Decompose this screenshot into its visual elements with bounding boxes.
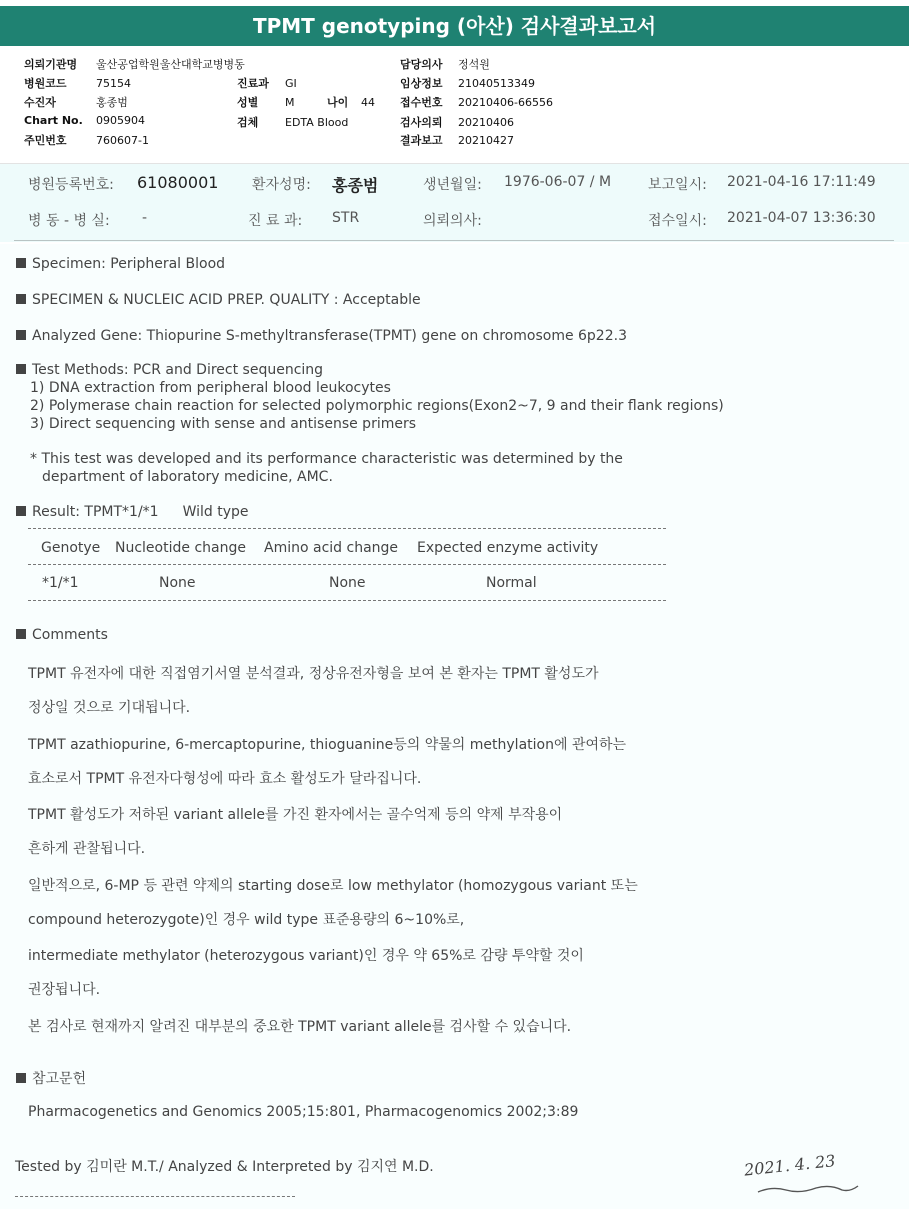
comment-line: 본 검사로 현재까지 알려진 대부분의 중요한 TPMT variant allele를 검사할 수 있습니다.: [28, 1019, 572, 1035]
table-rule: [28, 564, 666, 565]
resident-value: 760607-1: [96, 134, 149, 147]
comment-line: TPMT azathiopurine, 6-mercaptopurine, thioguanine등의 약물의 methylation에 관여하는: [28, 737, 627, 753]
age-label: 나이: [327, 96, 349, 109]
table-header: Amino acid change: [264, 540, 399, 556]
quality-section: [16, 292, 421, 308]
comment-line: TPMT 유전자에 대한 직접염기서열 분석결과, 정상유전자형을 보여 본 환자는 TPMT 활성도가: [28, 666, 599, 682]
bullet-square-icon: [16, 1073, 26, 1083]
report-dt-value: 2021-04-16 17:11:49: [727, 174, 876, 190]
method-step: 1) DNA extraction from peripheral blood leukocytes: [30, 380, 391, 396]
resident-label: 주민번호: [24, 134, 67, 147]
patient-dept-value: STR: [332, 210, 360, 226]
chart-label: Chart No.: [24, 114, 83, 127]
recv-dt-value: 2021-04-07 13:36:30: [727, 210, 876, 226]
name-label: 환자성명:: [252, 177, 311, 193]
bullet-square-icon: [16, 258, 26, 268]
table-rule: [28, 600, 666, 601]
ward-value: -: [142, 210, 148, 226]
bullet-square-icon: [16, 330, 26, 340]
comment-line: intermediate methylator (heterozygous variant)인 경우 약 65%로 감량 투약할 것이: [28, 948, 584, 964]
request-value: 20210406: [458, 116, 514, 129]
table-cell: *1/*1: [42, 575, 79, 591]
footer-signature-line: Tested by 김미란 M.T./ Analyzed & Interpreted by 김지연 M.D.: [15, 1159, 434, 1175]
comment-line: 흔하게 관찰됩니다.: [28, 841, 146, 857]
receipt-value: 20210406-66556: [458, 96, 553, 109]
table-rule: [28, 528, 666, 529]
chart-value: 0905904: [96, 114, 145, 127]
note-line: department of laboratory medicine, AMC.: [42, 469, 333, 485]
handwritten-date-signature: [738, 1146, 868, 1198]
table-header: Expected enzyme activity: [417, 540, 599, 556]
name-value: 홍종범: [332, 176, 379, 195]
quality-text: SPECIMEN & NUCLEIC ACID PREP. QUALITY : Acceptable: [32, 292, 421, 308]
sex-value: M: [285, 96, 295, 109]
report-title: TPMT genotyping (아산) 검사결과보고서: [0, 6, 909, 46]
comment-line: 권장됩니다.: [28, 982, 101, 998]
institution-value: 울산공업학원울산대학교병병동: [96, 58, 245, 71]
specimen-text: Specimen: Peripheral Blood: [32, 256, 226, 272]
report-value: 20210427: [458, 134, 514, 147]
divider: [14, 240, 894, 241]
bullet-square-icon: [16, 294, 26, 304]
comment-line: 일반적으로, 6-MP 등 관련 약제의 starting dose로 low methylator (homozygous variant 또는: [28, 878, 638, 894]
request-label: 검사의뢰: [400, 116, 443, 129]
reference-text: Pharmacogenetics and Genomics 2005;15:801, Pharmacogenomics 2002;3:89: [28, 1104, 579, 1120]
comments-section: [16, 627, 108, 643]
specimen-label: 검체: [237, 116, 259, 129]
bullet-square-icon: [16, 506, 26, 516]
table-cell: None: [159, 575, 196, 591]
age-value: 44: [361, 96, 375, 109]
report-label: 결과보고: [400, 134, 443, 147]
table-header: Genotye: [41, 540, 101, 556]
specimen-value: EDTA Blood: [285, 116, 349, 129]
references-heading: 참고문헌: [32, 1071, 87, 1087]
collector-label: 수진자: [24, 96, 56, 109]
receipt-label: 접수번호: [400, 96, 443, 109]
dept-label: 진료과: [237, 77, 269, 90]
footer-rule: [15, 1196, 295, 1197]
method-step: 3) Direct sequencing with sense and antisense primers: [30, 416, 417, 432]
dept-value: GI: [285, 77, 297, 90]
recv-dt-label: 접수일시:: [648, 213, 707, 229]
methods-text: Test Methods: PCR and Direct sequencing: [32, 362, 324, 378]
table-cell: None: [329, 575, 366, 591]
comment-line: 정상일 것으로 기대됩니다.: [28, 700, 191, 716]
result-type: Wild type: [182, 504, 249, 520]
patient-dept-label: 진 료 과:: [248, 213, 303, 229]
references-section: [16, 1068, 86, 1088]
hospital-code-value: 75154: [96, 77, 131, 90]
reg-value: 61080001: [137, 173, 219, 192]
methods-section: [16, 362, 323, 378]
gene-section: [16, 328, 627, 344]
gene-text: Analyzed Gene: Thiopurine S-methyltransferase(TPMT) gene on chromosome 6p22.3: [32, 328, 627, 344]
hospital-code-label: 병원코드: [24, 77, 67, 90]
doctor-value: 정석원: [458, 58, 490, 71]
header-info: [0, 50, 909, 164]
clinical-label: 임상정보: [400, 77, 443, 90]
ref-label: 의뢰의사:: [423, 213, 482, 229]
bullet-square-icon: [16, 364, 26, 374]
table-header: Nucleotide change: [115, 540, 246, 556]
comments-heading: Comments: [32, 627, 108, 643]
ward-label: 병 동 - 병 실:: [28, 213, 110, 229]
comment-line: 효소로서 TPMT 유전자다형성에 따라 효소 활성도가 달라집니다.: [28, 771, 422, 787]
institution-label: 의뢰기관명: [24, 58, 78, 71]
dob-label: 생년월일:: [423, 177, 482, 193]
comment-line: compound heterozygote)인 경우 wild type 표준용량의 6~10%로,: [28, 912, 465, 928]
table-cell: Normal: [486, 575, 537, 591]
doctor-label: 담당의사: [400, 58, 443, 71]
result-section: [16, 504, 249, 520]
method-step: 2) Polymerase chain reaction for selected polymorphic regions(Exon2~7, 9 and their flank regions): [30, 398, 724, 414]
collector-value: 홍종범: [96, 96, 128, 109]
dob-value: 1976-06-07 / M: [504, 174, 612, 190]
handwritten-date: 2021. 4. 23: [743, 1151, 837, 1180]
specimen-section: [16, 256, 225, 272]
patient-band: [0, 164, 909, 242]
bullet-square-icon: [16, 629, 26, 639]
result-genotype: Result: TPMT*1/*1: [32, 504, 159, 520]
clinical-value: 21040513349: [458, 77, 535, 90]
sex-label: 성별: [237, 96, 259, 109]
reg-label: 병원등록번호:: [28, 177, 114, 193]
note-line: * This test was developed and its performance characteristic was determined by the: [30, 451, 623, 467]
report-dt-label: 보고일시:: [648, 177, 707, 193]
comment-line: TPMT 활성도가 저하된 variant allele를 가진 환자에서는 골수억제 등의 약제 부작용이: [28, 807, 563, 823]
